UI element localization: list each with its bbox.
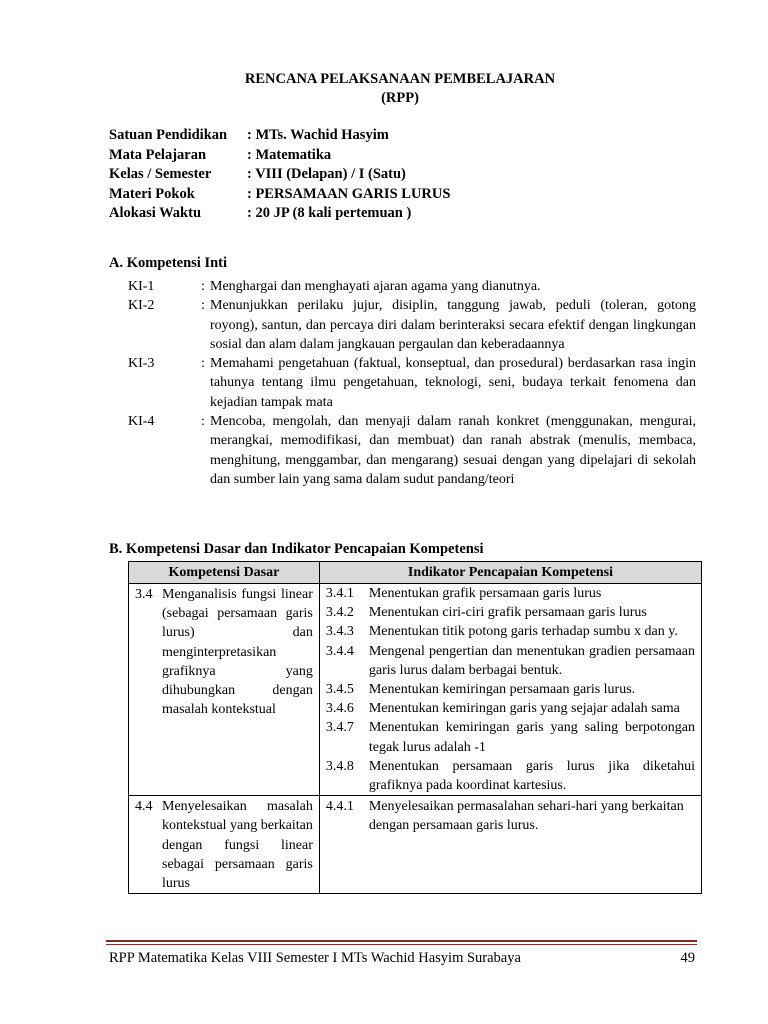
indicator-item (326, 757, 695, 795)
kd-cell (129, 584, 320, 796)
ki-text: Memahami pengetahuan (faktual, konseptual, dan prosedural) berdasarkan rasa ingin tahunya tentang ilmu pengetahuan, teknologi, seni, budaya terkait fenomena dan kejadian tampak mata (210, 356, 696, 410)
indicator-number: 3.4.3 (325, 624, 354, 640)
indicator-number: 3.4.2 (325, 605, 354, 621)
identity-row (109, 126, 450, 146)
section-a-heading: A. Kompetensi Inti (109, 255, 228, 271)
identity-value: : MTs. Wachid Hasyim (247, 127, 389, 143)
indicator-item (326, 603, 695, 622)
indicator-text: Menentukan kemiringan garis yang saling berpotongan tegak lurus adalah -1 (368, 720, 695, 755)
kompetensi-table (128, 561, 702, 894)
identity-label: Alokasi Waktu (109, 205, 202, 221)
indicator-cell (319, 796, 701, 894)
identity-value: : Matematika (247, 146, 332, 163)
identity-label: Materi Pokok (109, 185, 195, 202)
ki-code: KI-3 (128, 356, 155, 372)
column-header-kd: Kompetensi Dasar (129, 562, 320, 584)
page-title: RENCANA PELAKSANAAN PEMBELAJARAN (244, 71, 556, 87)
page-number: 49 (680, 950, 695, 966)
table-row (129, 796, 702, 894)
identity-label: Mata Pelajaran (109, 146, 207, 163)
ki-item: KI-4 : Mencoba, mengolah, dan menyaji dalam ranah konkret (menggunakan, mengurai, merangkai, memodifikasi, dan membuat) dan ranah abstrak (menulis, membaca, menghitung, menggambar, dan mengarang) sesuai dengan yang dipelajari di sekolah dan sumber lain yang sama dalam sudut pandang/teori (128, 412, 696, 489)
indicator-text: Menentukan kemiringan persamaan garis lurus. (368, 682, 636, 698)
identity-row (109, 185, 450, 205)
section-b-heading: B. Kompetensi Dasar dan Indikator Pencapaian Kompetensi (109, 541, 484, 557)
identity-value: : PERSAMAAN GARIS LURUS (247, 185, 451, 202)
indicator-item (326, 622, 695, 641)
indicator-item (326, 584, 695, 603)
kompetensi-inti-list (128, 277, 696, 489)
footer-text: RPP Matematika Kelas VIII Semester I MTs Wachid Hasyim Surabaya (109, 950, 521, 966)
ki-text: Mencoba, mengolah, dan menyaji dalam ranah konkret (menggunakan, mengurai, merangkai, memodifikasi, dan membuat) dan ranah abstrak (menulis, membaca, menghitung, menggambar, dan mengarang) sesuai dengan yang dipelajari di sekolah dan sumber lain yang sama dalam sudut pandang/teori (210, 414, 696, 487)
indicator-item (326, 642, 695, 680)
page-subtitle: (RPP) (381, 90, 419, 106)
footer-divider (106, 944, 697, 945)
identity-row (109, 204, 450, 224)
identity-row (109, 146, 450, 166)
indicator-cell (319, 584, 701, 796)
indicator-number: 3.4.5 (325, 682, 354, 698)
table-row (129, 584, 702, 796)
identity-value: : VIII (Delapan) / I (Satu) (247, 166, 406, 182)
indicator-number: 3.4.4 (325, 643, 354, 659)
page-footer (109, 950, 695, 967)
indicator-item (326, 699, 695, 718)
ki-item: KI-2 : Menunjukkan perilaku jujur, disiplin, tanggung jawab, peduli (toleran, gotong royong), santun, dan percaya diri dalam berinteraksi secara efektif dengan lingkungan sosial dan alam dalam jangkauan pergaulan dan keberadaannya (128, 296, 696, 354)
footer-divider (106, 940, 697, 942)
indicator-text: Menentukan grafik persamaan garis lurus (368, 586, 602, 601)
indicator-text: Menyelesaikan permasalahan sehari-hari yang berkaitan dengan persamaan garis lurus. (368, 799, 684, 834)
ki-item: KI-3 : Memahami pengetahuan (faktual, konseptual, dan prosedural) berdasarkan rasa ingin tahunya tentang ilmu pengetahuan, teknologi, seni, budaya terkait fenomena dan kejadian tampak mata (128, 354, 696, 412)
indicator-number: 3.4.7 (325, 720, 354, 736)
indicator-text: Menentukan persamaan garis lurus jika diketahui grafiknya pada koordinat kartesius. (368, 758, 695, 794)
indicator-item (326, 718, 695, 756)
ki-code: KI-1 (128, 279, 155, 294)
ki-text: Menunjukkan perilaku jujur, disiplin, tanggung jawab, peduli (toleran, gotong royong), santun, dan percaya diri dalam berinteraksi secara efektif dengan lingkungan sosial dan alam dalam jangkauan pergaulan dan keberadaannya (210, 298, 696, 352)
ki-code: KI-4 (128, 414, 155, 430)
indicator-number: 4.4.1 (325, 799, 354, 815)
indicator-text: Menentukan ciri-ciri grafik persamaan garis lurus (368, 605, 647, 621)
indicator-text: Mengenal pengertian dan menentukan gradien persamaan garis lurus dalam berbagai bentuk. (368, 643, 695, 678)
kd-number: 4.4 (135, 799, 153, 815)
indicator-number: 3.4.6 (325, 701, 354, 717)
indicator-number: 3.4.1 (325, 586, 354, 601)
indicator-item (326, 796, 695, 835)
ki-item: KI-1 : Menghargai dan menghayati ajaran agama yang dianutnya. (128, 277, 696, 296)
kd-text: Menyelesaikan masalah kontekstual yang berkaitan dengan fungsi linear sebagai persamaan garis lurus (162, 799, 313, 892)
ki-code: KI-2 (128, 298, 155, 314)
identity-label: Satuan Pendidikan (109, 127, 228, 143)
kd-number: 3.4 (135, 587, 153, 602)
kd-cell (129, 796, 320, 894)
indicator-text: Menentukan kemiringan garis yang sejajar adalah sama (368, 701, 680, 717)
identity-block (109, 126, 450, 224)
identity-row (109, 165, 450, 185)
indicator-item (326, 680, 695, 699)
indicator-number: 3.4.8 (325, 758, 354, 774)
column-header-indikator: Indikator Pencapaian Kompetensi (319, 562, 701, 584)
indicator-text: Menentukan titik potong garis terhadap sumbu x dan y. (368, 624, 678, 640)
identity-label: Kelas / Semester (109, 166, 212, 182)
identity-value: : 20 JP (8 kali pertemuan ) (247, 205, 412, 221)
ki-text: Menghargai dan menghayati ajaran agama yang dianutnya. (210, 279, 541, 294)
kd-text: Menganalisis fungsi linear (sebagai persamaan garis lurus) dan menginterpretasikan grafiknya yang dihubungkan dengan masalah kontekstual (162, 587, 313, 718)
